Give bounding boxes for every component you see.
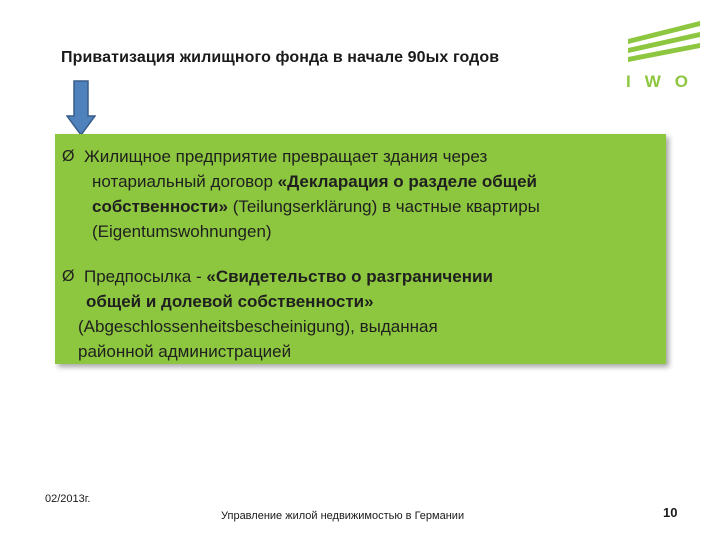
page-number: 10	[663, 505, 678, 520]
bullet-line	[62, 289, 493, 314]
arrow-bullet-icon: Ø	[62, 148, 75, 165]
bullet-line	[62, 144, 540, 169]
slide-title: Приватизация жилищного фонда в начале 90ых годов	[61, 49, 500, 66]
text-run: (Teilungserklärung) в частные квартиры	[227, 197, 540, 216]
text-run-bold: собственности»	[92, 197, 228, 216]
bullet-line	[62, 339, 493, 364]
text-run-bold: общей и долевой собственности»	[86, 292, 374, 311]
text-run: Жилищное предприятие превращает здания через	[84, 147, 488, 166]
arrow-bullet-icon: Ø	[62, 268, 75, 285]
bullet-line	[62, 219, 540, 244]
bullet-line	[62, 194, 540, 219]
bullet-line	[62, 169, 540, 194]
text-run: районной администрацией	[78, 342, 292, 361]
text-run-bold: «Декларация о разделе общей	[277, 172, 537, 191]
text-run: (Abgeschlossenheitsbescheinigung), выданная	[78, 317, 438, 336]
footer-date: 02/2013г.	[45, 493, 91, 505]
logo-stripes	[628, 21, 700, 62]
bullet-item	[62, 144, 540, 244]
text-run: (Eigentumswohnungen)	[92, 222, 272, 241]
text-run: Предпосылка -	[84, 267, 207, 286]
text-run-bold: «Свидетельство о разграничении	[206, 267, 493, 286]
bullet-line	[62, 314, 493, 339]
iwo-logo	[624, 15, 704, 95]
bullet-item	[62, 264, 493, 364]
content-box	[55, 134, 666, 364]
footer-caption: Управление жилой недвижимостью в Германии	[221, 510, 465, 522]
bullet-line	[62, 264, 493, 289]
text-run: нотариальный договор	[92, 172, 278, 191]
down-arrow-icon	[66, 80, 96, 136]
logo-text: IWO	[626, 72, 702, 91]
